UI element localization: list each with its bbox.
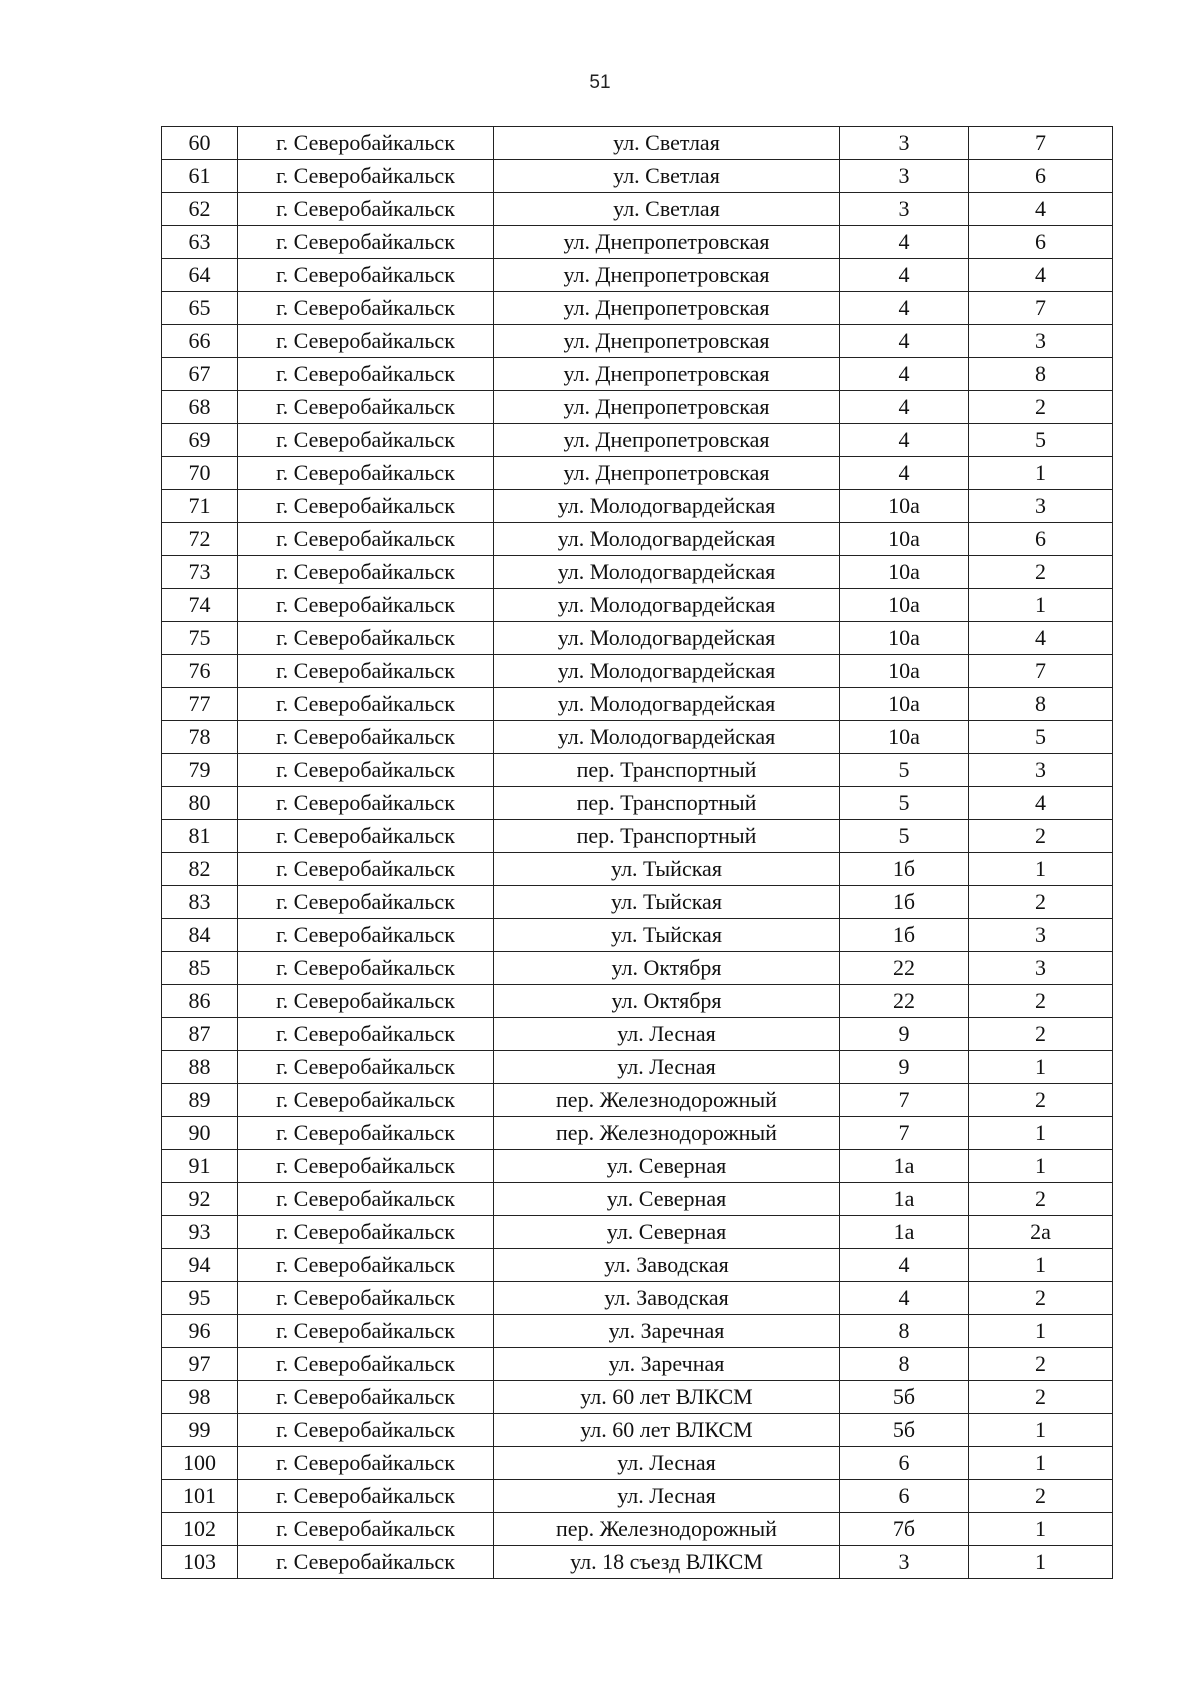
cell-house-number: 4 [840,292,969,325]
cell-city: г. Северобайкальск [238,1084,494,1117]
cell-row-number: 88 [162,1051,238,1084]
cell-city: г. Северобайкальск [238,1546,494,1579]
cell-street: пер. Железнодорожный [494,1513,840,1546]
table-row [162,1414,1113,1447]
cell-street: ул. Молодогвардейская [494,523,840,556]
cell-apartment-number: 1 [969,589,1113,622]
cell-house-number: 4 [840,424,969,457]
cell-house-number: 4 [840,391,969,424]
cell-apartment-number: 1 [969,1513,1113,1546]
cell-city: г. Северобайкальск [238,589,494,622]
table-row [162,1282,1113,1315]
cell-apartment-number: 6 [969,160,1113,193]
cell-city: г. Северобайкальск [238,325,494,358]
table-row [162,721,1113,754]
cell-city: г. Северобайкальск [238,1480,494,1513]
cell-apartment-number: 4 [969,622,1113,655]
cell-row-number: 84 [162,919,238,952]
table-row [162,127,1113,160]
cell-row-number: 61 [162,160,238,193]
table-row [162,886,1113,919]
cell-apartment-number: 2 [969,1084,1113,1117]
cell-apartment-number: 4 [969,193,1113,226]
cell-apartment-number: 2 [969,1480,1113,1513]
cell-house-number: 5б [840,1414,969,1447]
cell-street: ул. Днепропетровская [494,424,840,457]
cell-city: г. Северобайкальск [238,1183,494,1216]
table-row [162,1216,1113,1249]
table-row [162,523,1113,556]
table-row [162,1546,1113,1579]
table-row [162,787,1113,820]
cell-apartment-number: 7 [969,127,1113,160]
cell-row-number: 77 [162,688,238,721]
table-row [162,1051,1113,1084]
cell-house-number: 10а [840,589,969,622]
cell-row-number: 96 [162,1315,238,1348]
cell-apartment-number: 1 [969,1051,1113,1084]
cell-row-number: 87 [162,1018,238,1051]
cell-house-number: 4 [840,1282,969,1315]
cell-city: г. Северобайкальск [238,688,494,721]
cell-apartment-number: 5 [969,424,1113,457]
cell-apartment-number: 8 [969,688,1113,721]
table-row [162,1084,1113,1117]
cell-row-number: 63 [162,226,238,259]
cell-street: ул. Молодогвардейская [494,721,840,754]
cell-street: ул. Лесная [494,1447,840,1480]
cell-city: г. Северобайкальск [238,358,494,391]
cell-apartment-number: 2 [969,1183,1113,1216]
table-row [162,1183,1113,1216]
cell-row-number: 103 [162,1546,238,1579]
cell-house-number: 4 [840,457,969,490]
cell-city: г. Северобайкальск [238,820,494,853]
cell-row-number: 101 [162,1480,238,1513]
table-row [162,160,1113,193]
cell-house-number: 3 [840,160,969,193]
cell-city: г. Северобайкальск [238,787,494,820]
table-row [162,1381,1113,1414]
cell-street: ул. Светлая [494,127,840,160]
cell-row-number: 73 [162,556,238,589]
cell-city: г. Северобайкальск [238,622,494,655]
cell-apartment-number: 7 [969,655,1113,688]
cell-house-number: 1а [840,1183,969,1216]
cell-street: ул. 60 лет ВЛКСМ [494,1414,840,1447]
table-row [162,259,1113,292]
table-row [162,1315,1113,1348]
cell-house-number: 4 [840,259,969,292]
table-row [162,655,1113,688]
page-number: 51 [589,72,611,93]
cell-city: г. Северобайкальск [238,1282,494,1315]
address-table-body [162,127,1113,1579]
cell-street: ул. Молодогвардейская [494,490,840,523]
cell-city: г. Северобайкальск [238,1414,494,1447]
table-row [162,1348,1113,1381]
cell-row-number: 97 [162,1348,238,1381]
table-row [162,820,1113,853]
cell-house-number: 9 [840,1051,969,1084]
cell-street: ул. Тыйская [494,853,840,886]
table-row [162,952,1113,985]
cell-row-number: 89 [162,1084,238,1117]
cell-street: ул. Заречная [494,1315,840,1348]
cell-street: ул. Лесная [494,1018,840,1051]
table-row [162,589,1113,622]
cell-apartment-number: 1 [969,1150,1113,1183]
cell-house-number: 8 [840,1348,969,1381]
cell-house-number: 10а [840,490,969,523]
cell-house-number: 4 [840,226,969,259]
cell-house-number: 1а [840,1216,969,1249]
cell-street: ул. Молодогвардейская [494,589,840,622]
cell-street: ул. Молодогвардейская [494,688,840,721]
table-row [162,556,1113,589]
address-table [161,126,1113,1579]
cell-row-number: 85 [162,952,238,985]
cell-city: г. Северобайкальск [238,292,494,325]
cell-house-number: 10а [840,721,969,754]
cell-apartment-number: 2 [969,985,1113,1018]
table-row [162,325,1113,358]
cell-street: ул. Северная [494,1150,840,1183]
cell-city: г. Северобайкальск [238,1117,494,1150]
table-row [162,853,1113,886]
cell-house-number: 6 [840,1447,969,1480]
cell-city: г. Северобайкальск [238,457,494,490]
cell-city: г. Северобайкальск [238,1249,494,1282]
cell-row-number: 62 [162,193,238,226]
cell-city: г. Северобайкальск [238,193,494,226]
cell-row-number: 90 [162,1117,238,1150]
cell-apartment-number: 4 [969,259,1113,292]
cell-city: г. Северобайкальск [238,259,494,292]
cell-city: г. Северобайкальск [238,886,494,919]
cell-apartment-number: 1 [969,1315,1113,1348]
cell-row-number: 69 [162,424,238,457]
cell-row-number: 68 [162,391,238,424]
cell-street: ул. Лесная [494,1051,840,1084]
cell-street: ул. Днепропетровская [494,325,840,358]
cell-apartment-number: 2 [969,1018,1113,1051]
cell-city: г. Северобайкальск [238,160,494,193]
cell-house-number: 5 [840,787,969,820]
cell-apartment-number: 1 [969,1546,1113,1579]
cell-city: г. Северобайкальск [238,985,494,1018]
table-row [162,1513,1113,1546]
cell-house-number: 10а [840,688,969,721]
cell-city: г. Северобайкальск [238,754,494,787]
table-row [162,490,1113,523]
cell-street: ул. Днепропетровская [494,259,840,292]
cell-city: г. Северобайкальск [238,853,494,886]
cell-street: ул. Днепропетровская [494,292,840,325]
table-row [162,919,1113,952]
cell-row-number: 99 [162,1414,238,1447]
cell-street: ул. Заводская [494,1282,840,1315]
cell-house-number: 3 [840,1546,969,1579]
cell-apartment-number: 2 [969,1348,1113,1381]
cell-row-number: 66 [162,325,238,358]
table-row [162,1018,1113,1051]
cell-apartment-number: 2 [969,1282,1113,1315]
cell-apartment-number: 6 [969,523,1113,556]
cell-street: пер. Железнодорожный [494,1084,840,1117]
cell-apartment-number: 2 [969,1381,1113,1414]
table-row [162,1447,1113,1480]
cell-city: г. Северобайкальск [238,424,494,457]
table-row [162,1480,1113,1513]
cell-street: ул. 18 съезд ВЛКСМ [494,1546,840,1579]
cell-house-number: 1б [840,853,969,886]
cell-house-number: 7 [840,1084,969,1117]
cell-row-number: 102 [162,1513,238,1546]
cell-row-number: 100 [162,1447,238,1480]
cell-street: ул. Заводская [494,1249,840,1282]
cell-city: г. Северобайкальск [238,490,494,523]
cell-apartment-number: 3 [969,754,1113,787]
cell-row-number: 95 [162,1282,238,1315]
cell-row-number: 82 [162,853,238,886]
cell-house-number: 10а [840,523,969,556]
table-row [162,292,1113,325]
cell-apartment-number: 1 [969,1117,1113,1150]
cell-apartment-number: 3 [969,490,1113,523]
cell-house-number: 1а [840,1150,969,1183]
cell-street: ул. Октября [494,952,840,985]
cell-street: ул. Светлая [494,160,840,193]
cell-house-number: 3 [840,127,969,160]
cell-house-number: 7 [840,1117,969,1150]
cell-row-number: 92 [162,1183,238,1216]
cell-house-number: 3 [840,193,969,226]
cell-row-number: 64 [162,259,238,292]
cell-row-number: 60 [162,127,238,160]
cell-apartment-number: 2 [969,820,1113,853]
cell-street: пер. Транспортный [494,787,840,820]
cell-apartment-number: 2а [969,1216,1113,1249]
table-row [162,457,1113,490]
cell-city: г. Северобайкальск [238,1447,494,1480]
cell-street: ул. Северная [494,1183,840,1216]
cell-house-number: 8 [840,1315,969,1348]
table-row [162,1117,1113,1150]
cell-city: г. Северобайкальск [238,1348,494,1381]
cell-house-number: 10а [840,655,969,688]
cell-street: ул. Молодогвардейская [494,655,840,688]
cell-house-number: 10а [840,622,969,655]
cell-house-number: 10а [840,556,969,589]
table-row [162,1150,1113,1183]
cell-apartment-number: 1 [969,457,1113,490]
cell-row-number: 65 [162,292,238,325]
cell-street: ул. 60 лет ВЛКСМ [494,1381,840,1414]
cell-street: ул. Днепропетровская [494,457,840,490]
cell-apartment-number: 1 [969,1447,1113,1480]
table-row [162,688,1113,721]
cell-row-number: 72 [162,523,238,556]
cell-apartment-number: 1 [969,853,1113,886]
cell-house-number: 5 [840,754,969,787]
cell-street: пер. Транспортный [494,754,840,787]
cell-row-number: 78 [162,721,238,754]
cell-street: пер. Железнодорожный [494,1117,840,1150]
cell-row-number: 70 [162,457,238,490]
cell-house-number: 4 [840,1249,969,1282]
cell-row-number: 93 [162,1216,238,1249]
cell-city: г. Северобайкальск [238,523,494,556]
table-row [162,985,1113,1018]
table-row [162,358,1113,391]
cell-apartment-number: 4 [969,787,1113,820]
table-row [162,622,1113,655]
cell-street: ул. Днепропетровская [494,358,840,391]
cell-row-number: 83 [162,886,238,919]
cell-house-number: 9 [840,1018,969,1051]
cell-row-number: 79 [162,754,238,787]
table-row [162,391,1113,424]
cell-street: ул. Молодогвардейская [494,556,840,589]
cell-city: г. Северобайкальск [238,391,494,424]
table-row [162,424,1113,457]
cell-street: пер. Транспортный [494,820,840,853]
cell-row-number: 80 [162,787,238,820]
cell-apartment-number: 2 [969,886,1113,919]
cell-street: ул. Тыйская [494,886,840,919]
cell-street: ул. Днепропетровская [494,391,840,424]
cell-row-number: 81 [162,820,238,853]
cell-house-number: 1б [840,919,969,952]
cell-row-number: 94 [162,1249,238,1282]
cell-house-number: 1б [840,886,969,919]
address-table-container [161,126,1112,1579]
cell-row-number: 86 [162,985,238,1018]
cell-city: г. Северобайкальск [238,1216,494,1249]
cell-city: г. Северобайкальск [238,556,494,589]
cell-apartment-number: 3 [969,952,1113,985]
cell-apartment-number: 8 [969,358,1113,391]
cell-house-number: 22 [840,985,969,1018]
cell-street: ул. Заречная [494,1348,840,1381]
cell-apartment-number: 1 [969,1414,1113,1447]
cell-row-number: 67 [162,358,238,391]
cell-apartment-number: 2 [969,556,1113,589]
cell-street: ул. Лесная [494,1480,840,1513]
cell-city: г. Северобайкальск [238,1381,494,1414]
cell-street: ул. Октября [494,985,840,1018]
cell-apartment-number: 2 [969,391,1113,424]
cell-street: ул. Светлая [494,193,840,226]
cell-apartment-number: 3 [969,325,1113,358]
cell-city: г. Северобайкальск [238,1150,494,1183]
cell-city: г. Северобайкальск [238,1051,494,1084]
cell-house-number: 6 [840,1480,969,1513]
table-row [162,226,1113,259]
cell-street: ул. Молодогвардейская [494,622,840,655]
cell-street: ул. Северная [494,1216,840,1249]
cell-city: г. Северобайкальск [238,919,494,952]
cell-street: ул. Тыйская [494,919,840,952]
cell-city: г. Северобайкальск [238,1315,494,1348]
cell-house-number: 4 [840,325,969,358]
table-row [162,754,1113,787]
cell-row-number: 91 [162,1150,238,1183]
cell-city: г. Северобайкальск [238,655,494,688]
cell-city: г. Северобайкальск [238,226,494,259]
cell-apartment-number: 1 [969,1249,1113,1282]
cell-apartment-number: 6 [969,226,1113,259]
cell-house-number: 7б [840,1513,969,1546]
cell-house-number: 5б [840,1381,969,1414]
cell-apartment-number: 3 [969,919,1113,952]
cell-row-number: 75 [162,622,238,655]
cell-city: г. Северобайкальск [238,1018,494,1051]
cell-row-number: 74 [162,589,238,622]
table-row [162,193,1113,226]
cell-house-number: 5 [840,820,969,853]
table-row [162,1249,1113,1282]
cell-apartment-number: 7 [969,292,1113,325]
cell-city: г. Северобайкальск [238,952,494,985]
cell-city: г. Северобайкальск [238,1513,494,1546]
cell-city: г. Северобайкальск [238,721,494,754]
cell-street: ул. Днепропетровская [494,226,840,259]
cell-row-number: 98 [162,1381,238,1414]
cell-city: г. Северобайкальск [238,127,494,160]
cell-house-number: 22 [840,952,969,985]
cell-apartment-number: 5 [969,721,1113,754]
cell-house-number: 4 [840,358,969,391]
cell-row-number: 71 [162,490,238,523]
cell-row-number: 76 [162,655,238,688]
